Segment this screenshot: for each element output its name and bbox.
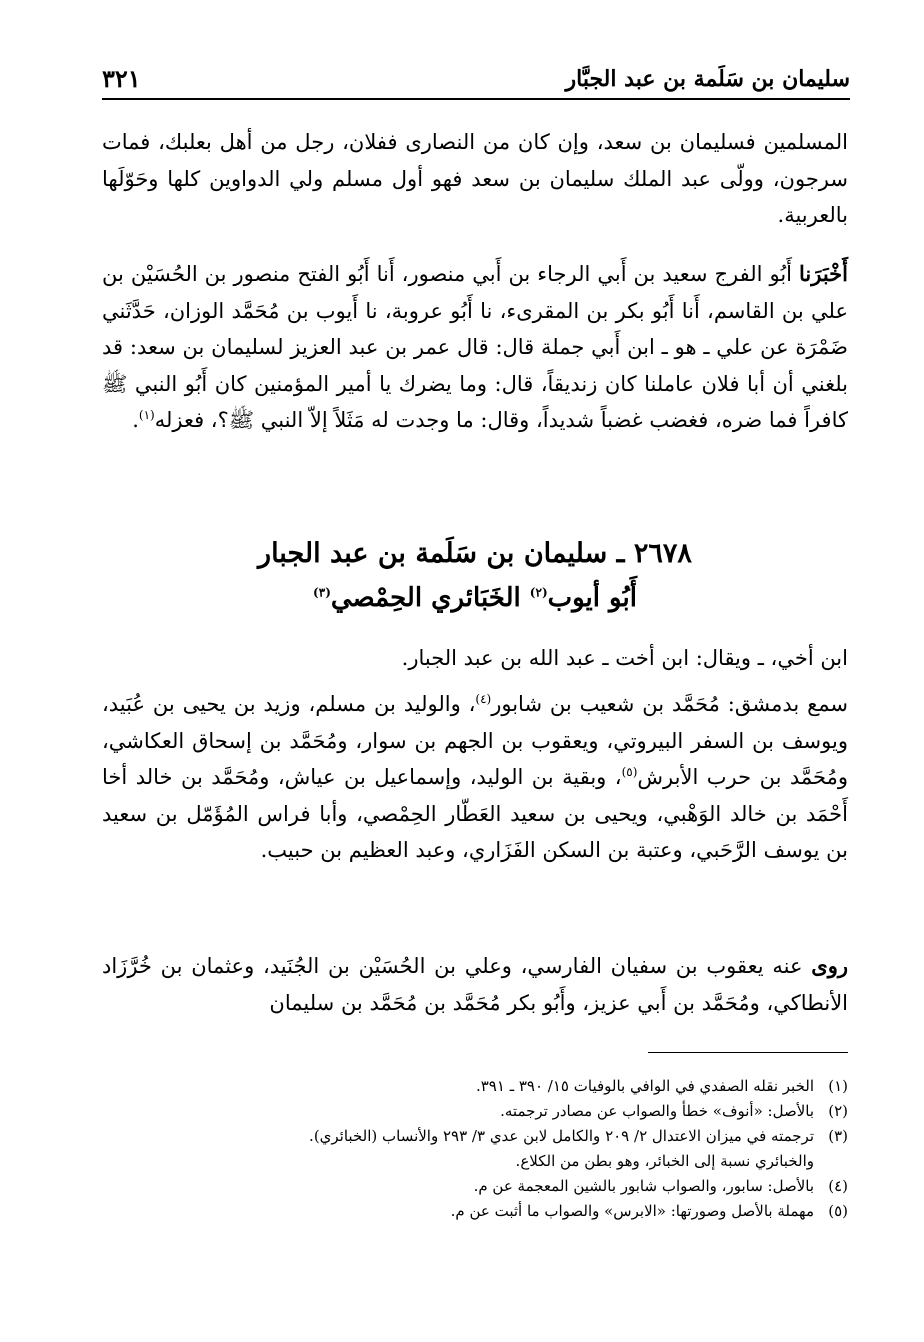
akhbarana-paragraph xyxy=(102,256,848,439)
entry-title-line2 xyxy=(102,576,848,620)
footnote xyxy=(102,1074,848,1099)
footnote-ref-3: (٣) xyxy=(313,585,331,600)
footnote-ref-1: (١) xyxy=(138,408,155,422)
entry-nisba: الخَبَائري الحِمْصي xyxy=(330,583,530,613)
page-number: ٣٢١ xyxy=(102,64,141,93)
footnote-number: (٣) xyxy=(828,1127,848,1145)
rawa-paragraph xyxy=(102,948,848,1021)
running-title: سليمان بن سَلَمة بن عبد الجبَّار xyxy=(565,66,850,92)
entry-title-line1: ٢٦٧٨ ـ سليمان بن سَلَمة بن عبد الجبار xyxy=(258,538,692,569)
ibn-akhi-text: ابن أخي، ـ ويقال: ابن أخت ـ عبد الله بن عبد الجبار. xyxy=(401,646,848,670)
footnote-text: ترجمته في ميزان الاعتدال ٢/ ٢٠٩ والكامل لابن عدي ٣/ ٢٩٣ والأنساب (الخبائري). xyxy=(309,1127,814,1145)
footnote-number: (٢) xyxy=(828,1102,848,1120)
entry-kunya: أَبُو أيوب xyxy=(547,583,637,613)
samia-part1: سمع بدمشق: مُحَمَّد بن شعيب بن شابور xyxy=(491,692,848,716)
footnote-text: مهملة بالأصل وصورتها: «الابرس» والصواب ما أثبت عن م. xyxy=(450,1202,814,1220)
akhbarana-lead: أَخْبَرَنا xyxy=(799,261,848,286)
footnote xyxy=(102,1199,848,1224)
footnote-text: الخبر نقله الصفدي في الوافي بالوفيات ١٥/ ٣٩٠ ـ ٣٩١. xyxy=(475,1077,814,1095)
akhbarana-end: . xyxy=(132,408,139,432)
footnote-number: (١) xyxy=(828,1077,848,1095)
intro-paragraph xyxy=(102,124,848,234)
page-header xyxy=(102,56,850,100)
samia-part3: ، وبقية بن الوليد، وإسماعيل بن عياش، ومُحَمَّد بن خالد أخا أَحْمَد بن خالد الوَهْبي، ويحيى بن سعيد العَطّار الحِمْصي، وأبا فراس المُؤَمّل بن سعيد بن يوسف الرَّحَبي، وعتبة بن السكن الفَزَاري، وعبد العظيم بن حبيب. xyxy=(102,765,848,862)
ibn-akhi-paragraph xyxy=(102,640,848,677)
samia-paragraph xyxy=(102,686,848,869)
footnote-divider xyxy=(648,1052,848,1053)
entry-heading xyxy=(102,532,848,620)
footnote-ref-5: (٥) xyxy=(621,765,638,779)
rawa-lead: روى xyxy=(811,953,848,978)
rawa-text: عنه يعقوب بن سفيان الفارسي، وعلي بن الحُسَيْن بن الجُنَيد، وعثمان بن خُرَّزَاد الأنطاكي، ومُحَمَّد بن أَبي عزيز، وأَبُو بكر مُحَمَّد بن مُحَمَّد بن سليمان xyxy=(102,954,848,1015)
footnote-text: بالأصل: «أنوف» خطأ والصواب عن مصادر ترجمته. xyxy=(500,1102,814,1120)
akhbarana-text-wrapper xyxy=(102,256,848,439)
footnote-ref-4: (٤) xyxy=(475,692,492,706)
footnote-ref-2: (٢) xyxy=(529,585,548,600)
footnotes xyxy=(102,1074,848,1224)
footnote-number: (٥) xyxy=(828,1202,848,1220)
samia-part2: ، والوليد بن مسلم، وزيد بن يحيى بن عُبَيد، ويوسف بن السفر البيروتي، ويعقوب بن الجهم بن سوار، ومُحَمَّد بن إسحاق العكاشي، ومُحَمَّد بن حرب الأبرش xyxy=(102,692,848,789)
akhbarana-text: أَبُو الفرج سعيد بن أَبي الرجاء بن أَبي منصور، أَنا أَبُو الفتح منصور بن الحُسَيْن بن علي بن القاسم، أَنا أَبُو بكر بن المقرىء، نا أَبُو عروبة، نا أَيوب بن مُحَمَّد الوزان، حَدَّثَني ضَمْرَة عن علي ـ هو ـ ابن أَبي جملة قال: قال عمر بن عبد العزيز لسليمان بن سعد: قد بلغني أن أبا فلان عاملنا كان زنديقاً، قال: وما يضرك يا أمير المؤمنين كان أَبُو النبي ﷺ كافراً فما ضره، فغضب غضباً شديداً، وقال: ما وجدت له مَثَلاً إلاّ النبي ﷺ؟، فعزله xyxy=(102,262,848,432)
footnote xyxy=(102,1174,848,1199)
rawa-text-wrapper xyxy=(102,948,848,1021)
intro-text: المسلمين فسليمان بن سعد، وإن كان من النصارى ففلان، رجل من أهل بعلبك، فمات سرجون، وولّى عبد الملك سليمان بن سعد فهو أول مسلم ولي الدواوين كلها وحَوّلَها بالعربية. xyxy=(102,130,848,227)
footnote-text-wrapper xyxy=(102,1124,814,1174)
footnote-number: (٤) xyxy=(828,1177,848,1195)
footnote xyxy=(102,1099,848,1124)
footnote-continuation: والخبائري نسبة إلى الخبائر، وهو بطن من الكلاع. xyxy=(515,1152,814,1170)
footnote-text: بالأصل: سابور، والصواب شابور بالشين المعجمة عن م. xyxy=(473,1177,814,1195)
samia-text-wrapper xyxy=(102,686,848,869)
footnote xyxy=(102,1124,848,1174)
